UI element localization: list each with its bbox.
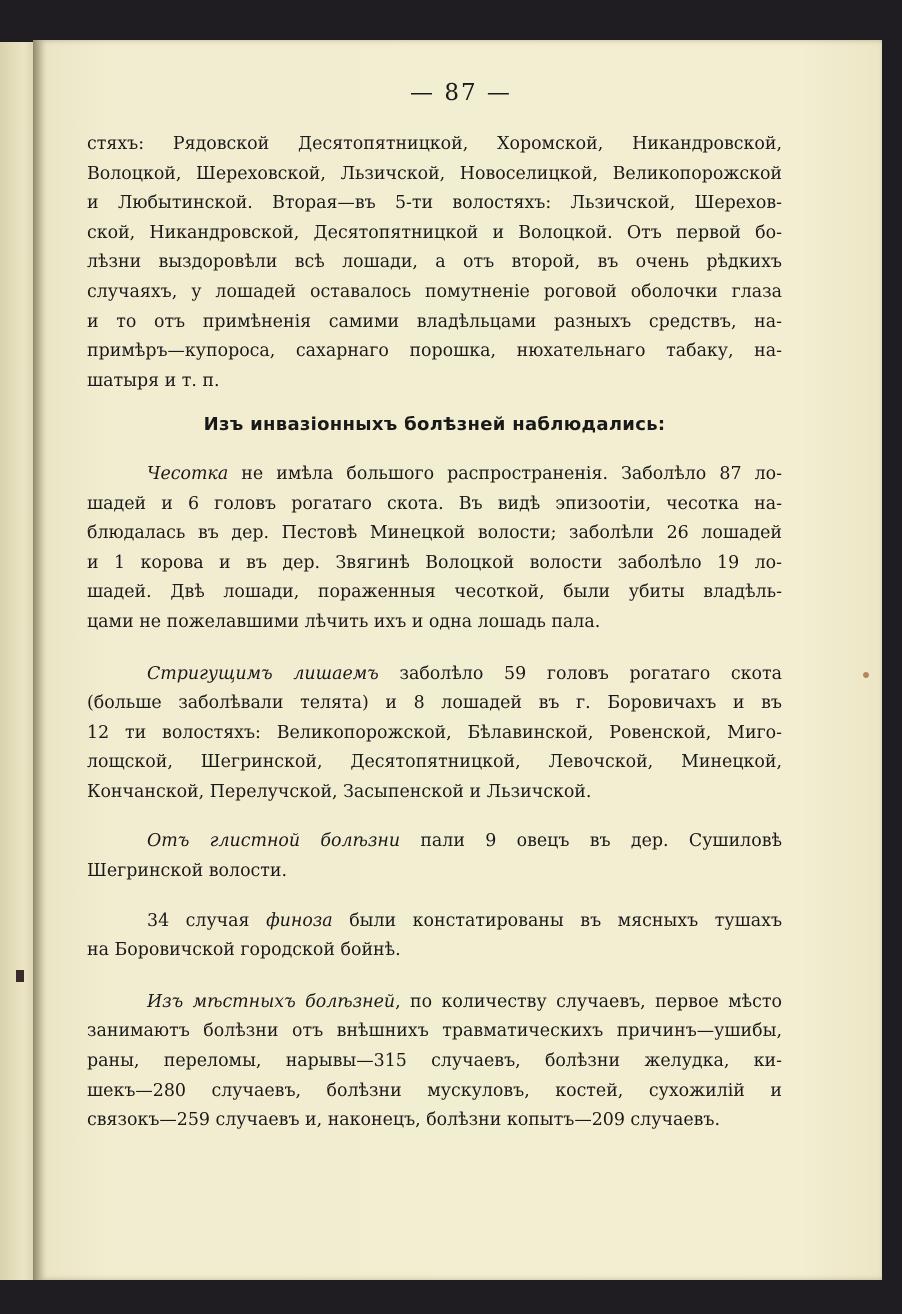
text-fragment: были констатированы въ мясныхъ тушахъ [332,910,783,931]
text-line: лощской, Шегринской, Десятопятницкой, Левочской, Минецкой, [87,752,782,773]
text-line: шатыря и т. п. [87,370,220,391]
text-line: 12 ти волостяхъ: Великопорожской, Бѣлавинской, Ровенской, Миго- [87,722,782,743]
paragraph-local-diseases [87,988,782,1136]
text-line: Шегринской волости. [87,861,288,882]
text-line: шекъ—280 случаевъ, болѣзни мускуловъ, костей, сухожилій и [87,1080,782,1101]
paragraph-gap [87,966,782,988]
paper-stain [863,672,869,678]
text-line: (больше заболѣвали телята) и 8 лошадей въ г. Боровичахъ и въ [87,693,782,714]
paragraph-gap [87,638,782,660]
page-number: — 87 — [410,80,512,106]
paragraph-worm-disease [87,827,782,886]
text-line [87,988,782,1018]
text-line [87,827,782,857]
text-line [87,660,782,690]
text-line: цами не пожелавшими лѣчить ихъ и одна лошадь пала. [87,611,601,632]
text-line: блюдалась въ дер. Пестовѣ Минецкой волости; заболѣли 26 лошадей [87,523,782,544]
text-line: шадей и 6 головъ рогатаго скота. Въ видѣ эпизоотіи, чесотка на- [87,493,782,514]
text-line [87,907,782,937]
text-line: и то отъ примѣненія самими владѣльцами разныхъ средствъ, на- [87,311,782,332]
emphasis-term: Изъ мѣстныхъ болѣзней [147,991,396,1012]
text-fragment: заболѣло 59 головъ рогатаго скота [378,663,782,684]
text-line: примѣръ—купороса, сахарнаго порошка, нюхательнаго табаку, на- [87,341,782,362]
text-line: ской, Никандровской, Десятопятницкой и Волоцкой. Отъ первой бо- [87,222,782,243]
text-line: на Боровичской городской бойнѣ. [87,940,401,961]
emphasis-term: Чесотка [147,463,229,484]
paragraph-finosis [87,907,782,966]
text-line: случаяхъ, у лошадей оставалось помутненіе роговой оболочки глаза [87,281,782,302]
paragraph-gap [87,807,782,827]
paragraph-gap [87,887,782,907]
text-line: занимаютъ болѣзни отъ внѣшнихъ травматическихъ причинъ—ушибы, [87,1021,782,1042]
section-heading: Изъ инвазіонныхъ болѣзней наблюдались: [203,414,666,436]
text-line: раны, переломы, нарывы—315 случаевъ, болѣзни желудка, ки- [87,1051,782,1072]
page-body [87,130,782,1136]
text-fragment: пали 9 овецъ въ дер. Сушиловѣ [400,831,782,852]
text-line: и Любытинской. Вторая—въ 5-ти волостяхъ: Льзичской, Шерехов- [87,193,782,214]
text-line: шадей. Двѣ лошади, пораженныя чесоткой, были убиты владѣль- [87,582,782,603]
text-line: связокъ—259 случаевъ и, наконецъ, болѣзни копытъ—209 случаевъ. [87,1110,720,1131]
text-line: и 1 корова и въ дер. Звягинѣ Волоцкой волости заболѣло 19 ло- [87,552,782,573]
text-line: Кончанской, Перелучской, Засыпенской и Льзичской. [87,781,592,802]
text-fragment: , по количеству случаевъ, первое мѣсто [395,991,782,1012]
text-line [87,460,782,490]
text-fragment: не имѣла большого распространенія. Заболѣло 87 ло- [228,463,782,484]
emphasis-term: Отъ глистной болѣзни [147,831,401,852]
paragraph-ringworm [87,660,782,808]
text-line: Волоцкой, Шереховской, Льзичской, Новоселицкой, Великопорожской [87,163,782,184]
emphasis-term: финоза [266,910,333,931]
text-line: стяхъ: Рядовской Десятопятницкой, Хоромской, Никандровской, [87,134,782,154]
text-fragment: 34 случая [147,910,267,931]
text-line: лѣзни выздоровѣли всѣ лошади, а отъ второй, въ очень рѣдкихъ [87,252,782,273]
page-marker-tab [16,970,24,982]
emphasis-term: Стригущимъ лишаемъ [147,663,379,684]
paragraph-diseases-continued [87,130,782,396]
book-page [40,40,882,1280]
paragraph-scabies [87,460,782,638]
